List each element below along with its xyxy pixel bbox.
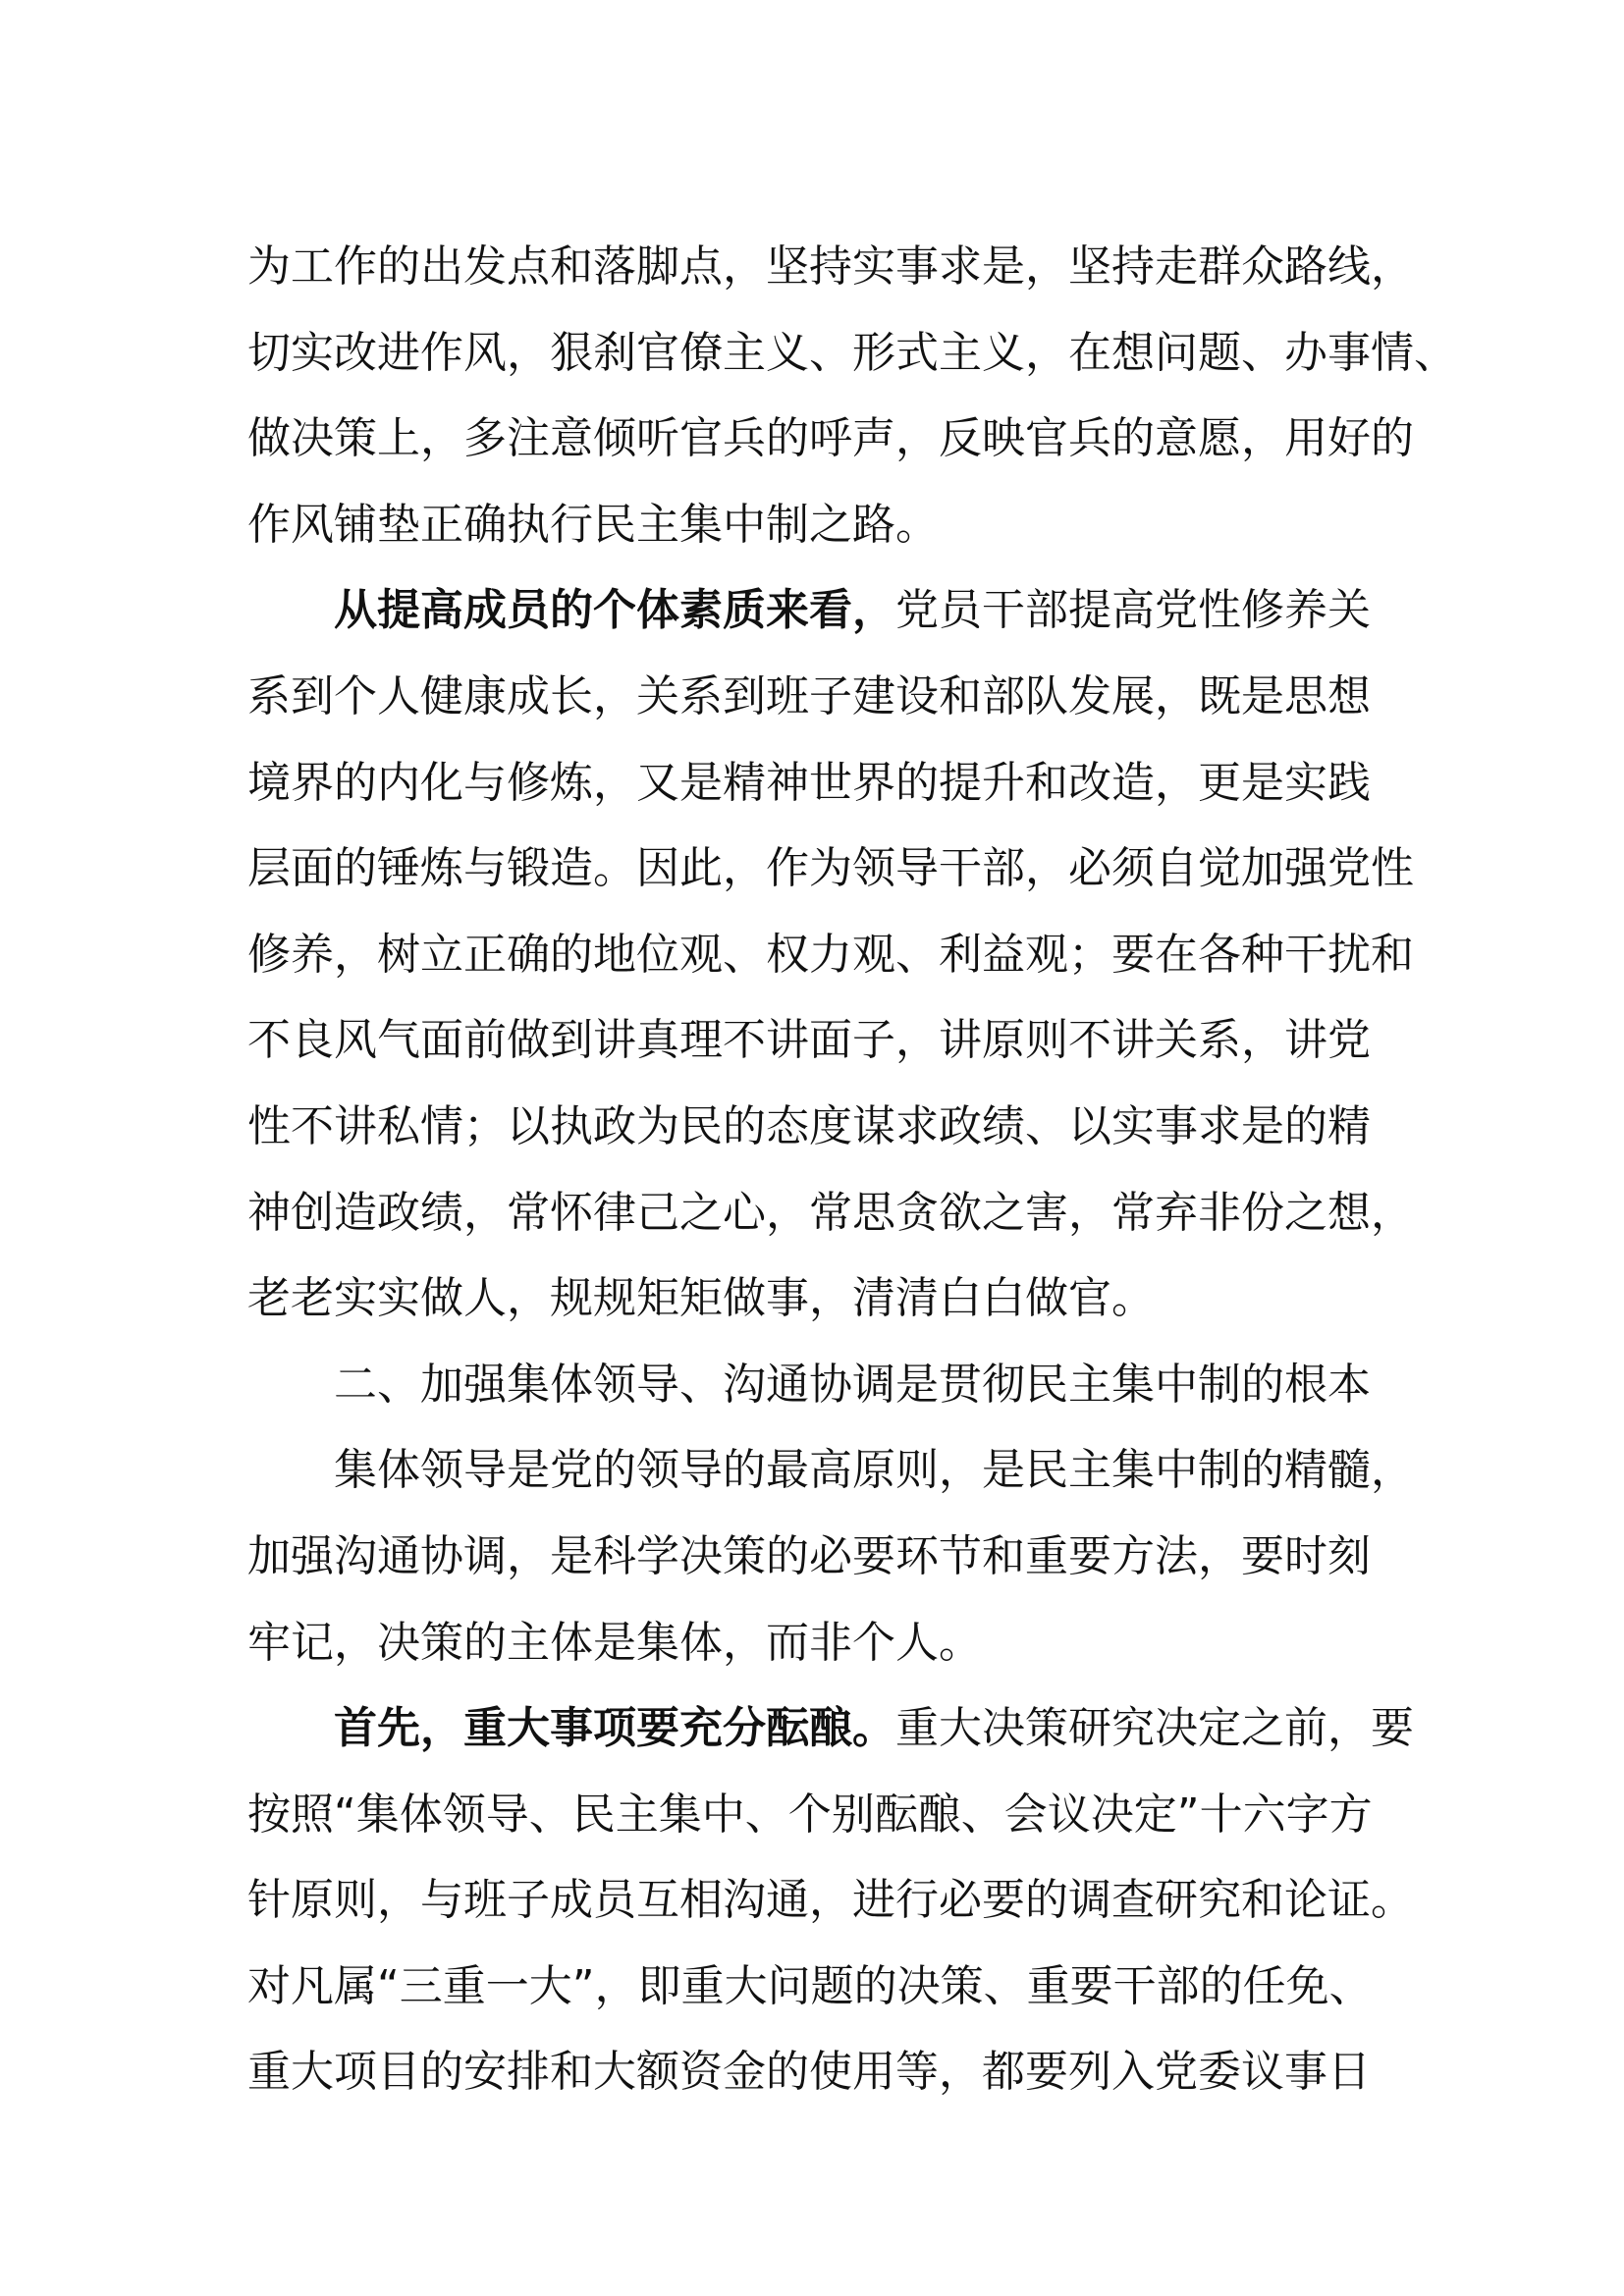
text-line: 层面的锤炼与锻造。因此，作为领导干部，必须自觉加强党性: [247, 843, 1414, 894]
section-heading-text: 二、加强集体领导、沟通协调是贯彻民主集中制的根本: [334, 1359, 1371, 1410]
text-line: 不良风气面前做到讲真理不讲面子，讲原则不讲关系，讲党: [247, 1015, 1371, 1066]
text-line: 加强沟通协调，是科学决策的必要环节和重要方法，要时刻: [247, 1530, 1371, 1581]
text-line: 针原则，与班子成员互相沟通，进行必要的调查研究和论证。: [247, 1875, 1414, 1926]
text-line: 对凡属“三重一大”，即重大问题的决策、重要干部的任免、: [247, 1960, 1373, 2011]
text-line: 系到个人健康成长，关系到班子建设和部队发展，既是思想: [247, 670, 1371, 721]
text-line: 牢记，决策的主体是集体，而非个人。: [247, 1617, 982, 1668]
text-line: 重大项目的安排和大额资金的使用等，都要列入党委议事日: [247, 2047, 1371, 2098]
text-line: 切实改进作风，狠刹官僚主义、形式主义，在想问题、办事情、: [247, 327, 1457, 378]
paragraph-4: [247, 1427, 1414, 1685]
paragraph-lead-bold: 从提高成员的个体素质来看，: [334, 585, 895, 636]
text-line: 作风铺垫正确执行民主集中制之路。: [247, 499, 939, 550]
paragraph-1: [247, 224, 1457, 567]
text-line-first: [247, 567, 1386, 654]
text-line: 境界的内化与修炼，又是精神世界的提升和改造，更是实践: [247, 757, 1371, 808]
section-heading: [247, 1342, 1386, 1428]
text-line: 为工作的出发点和落脚点，坚持实事求是，坚持走群众路线，: [247, 241, 1414, 292]
text-line: 修养，树立正确的地位观、权力观、利益观；要在各种干扰和: [247, 929, 1414, 980]
text-line: 按照“集体领导、民主集中、个别酝酿、会议决定”十六字方: [247, 1789, 1373, 1840]
text-line: 老老实实做人，规规矩矩做事，清清白白做官。: [247, 1273, 1155, 1324]
paragraph-lead-rest: 党员干部提高党性修养关: [895, 585, 1371, 636]
paragraph-2: [247, 567, 1414, 1341]
text-line: 神创造政绩，常怀律己之心，常思贪欲之害，常弃非份之想，: [247, 1187, 1414, 1238]
paragraph-5: [247, 1685, 1414, 2115]
text-line: 性不讲私情；以执政为民的态度谋求政绩、以实事求是的精: [247, 1100, 1371, 1151]
paragraph-lead-bold: 首先，重大事项要充分酝酿。: [334, 1703, 895, 1754]
text-line-first: 集体领导是党的领导的最高原则，是民主集中制的精髓，: [334, 1445, 1414, 1496]
paragraph-lead-rest: 重大决策研究决定之前，要: [895, 1703, 1414, 1754]
document-body: [247, 224, 1457, 2115]
text-line-first: [247, 1685, 1414, 1772]
text-line: 做决策上，多注意倾听官兵的呼声，反映官兵的意愿，用好的: [247, 413, 1414, 464]
